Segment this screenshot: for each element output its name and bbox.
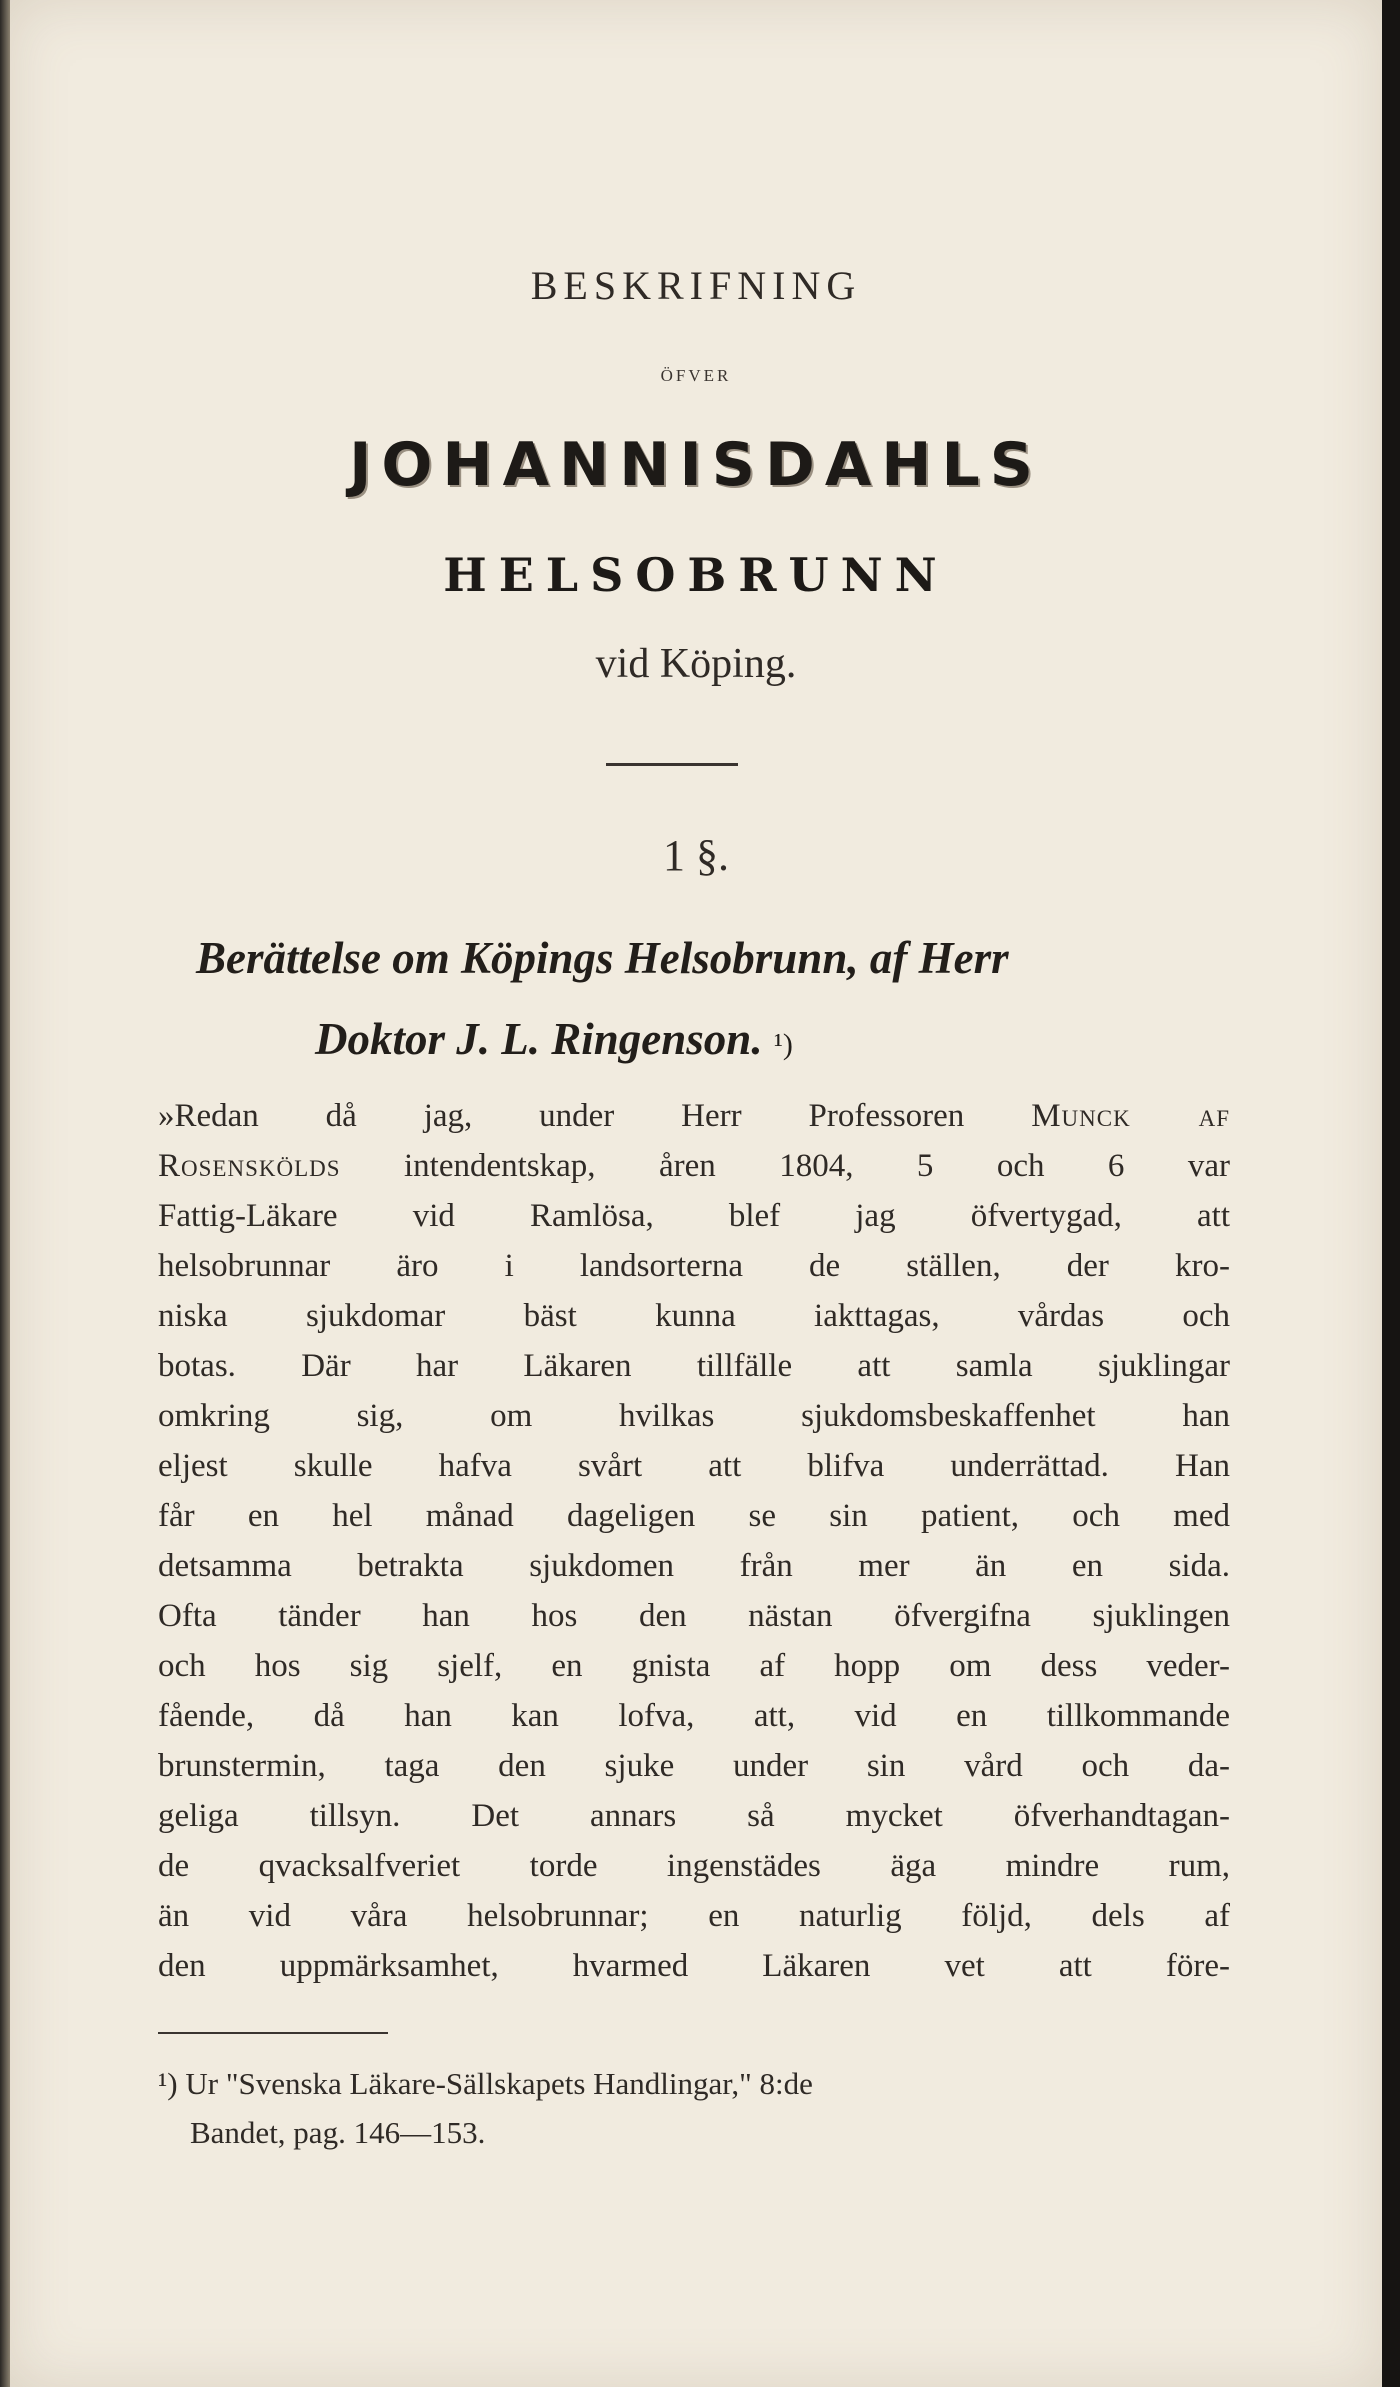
title-divider xyxy=(606,763,738,766)
person-name: Munck af xyxy=(1031,1098,1230,1134)
body-line: Ofta tänder han hos den nästan öfvergifna sjuklingen xyxy=(158,1598,1230,1634)
footnote-marker: ¹) xyxy=(773,1028,793,1061)
page-left-edge xyxy=(0,0,10,2387)
body-line: Fattig-Läkare vid Ramlösa, blef jag öfvertygad, att xyxy=(158,1198,1230,1234)
subtitle-ofver: ÖFVER xyxy=(660,366,732,385)
body-line: niska sjukdomar bäst kunna iakttagas, vårdas och xyxy=(158,1298,1230,1334)
body-line: omkring sig, om hvilkas sjukdomsbeskaffenhet han xyxy=(158,1398,1230,1434)
body-line: botas. Där har Läkaren tillfälle att samla sjuklingar xyxy=(158,1348,1230,1384)
body-line: fående, då han kan lofva, att, vid en tillkommande xyxy=(158,1698,1230,1734)
person-name: Rosenskölds xyxy=(158,1148,341,1184)
body-line: detsamma betrakta sjukdomen från mer än en sida. xyxy=(158,1548,1230,1584)
page-title: BESKRIFNING xyxy=(530,263,862,308)
book-page xyxy=(10,0,1382,2387)
section-heading-line-2 xyxy=(315,1013,793,1065)
decorative-title-helsobrunn: HELSOBRUNN xyxy=(443,548,949,602)
body-line xyxy=(158,1148,1230,1185)
body-text: »Redan då jag, under Herr Professoren xyxy=(158,1098,1032,1134)
footnote-line-1: ¹) Ur "Svenska Läkare-Sällskapets Handlingar," 8:de xyxy=(158,2066,813,2101)
body-line: får en hel månad dageligen se sin patient, och med xyxy=(158,1498,1230,1534)
section-number: 1 §. xyxy=(663,831,729,880)
body-line: den uppmärksamhet, hvarmed Läkaren vet att före- xyxy=(158,1948,1230,1984)
page-right-edge xyxy=(1382,0,1400,2387)
body-line: och hos sig sjelf, en gnista af hopp om dess veder- xyxy=(158,1648,1230,1684)
section-heading-text: Doktor J. L. Ringenson. xyxy=(315,1014,763,1064)
body-text: intendentskap, åren 1804, 5 och 6 var xyxy=(340,1148,1230,1184)
place-line: vid Köping. xyxy=(595,641,797,687)
footnote-line-2: Bandet, pag. 146—153. xyxy=(190,2115,486,2150)
body-line: eljest skulle hafva svårt att blifva underrättad. Han xyxy=(158,1448,1230,1484)
body-line: än vid våra helsobrunnar; en naturlig följd, dels af xyxy=(158,1898,1230,1934)
body-line: brunstermin, taga den sjuke under sin vård och da- xyxy=(158,1748,1230,1784)
footnote-divider xyxy=(158,2032,388,2034)
section-heading-line-1: Berättelse om Köpings Helsobrunn, af Herr xyxy=(196,933,1009,983)
body-line: helsobrunnar äro i landsorterna de ställen, der kro- xyxy=(158,1248,1230,1284)
body-line xyxy=(158,1098,1230,1135)
body-line: geliga tillsyn. Det annars så mycket öfverhandtagan- xyxy=(158,1798,1230,1834)
body-line: de qvacksalfveriet torde ingenstädes äga mindre rum, xyxy=(158,1848,1230,1884)
decorative-title-name: JOHANNISDAHLS xyxy=(349,430,1043,500)
